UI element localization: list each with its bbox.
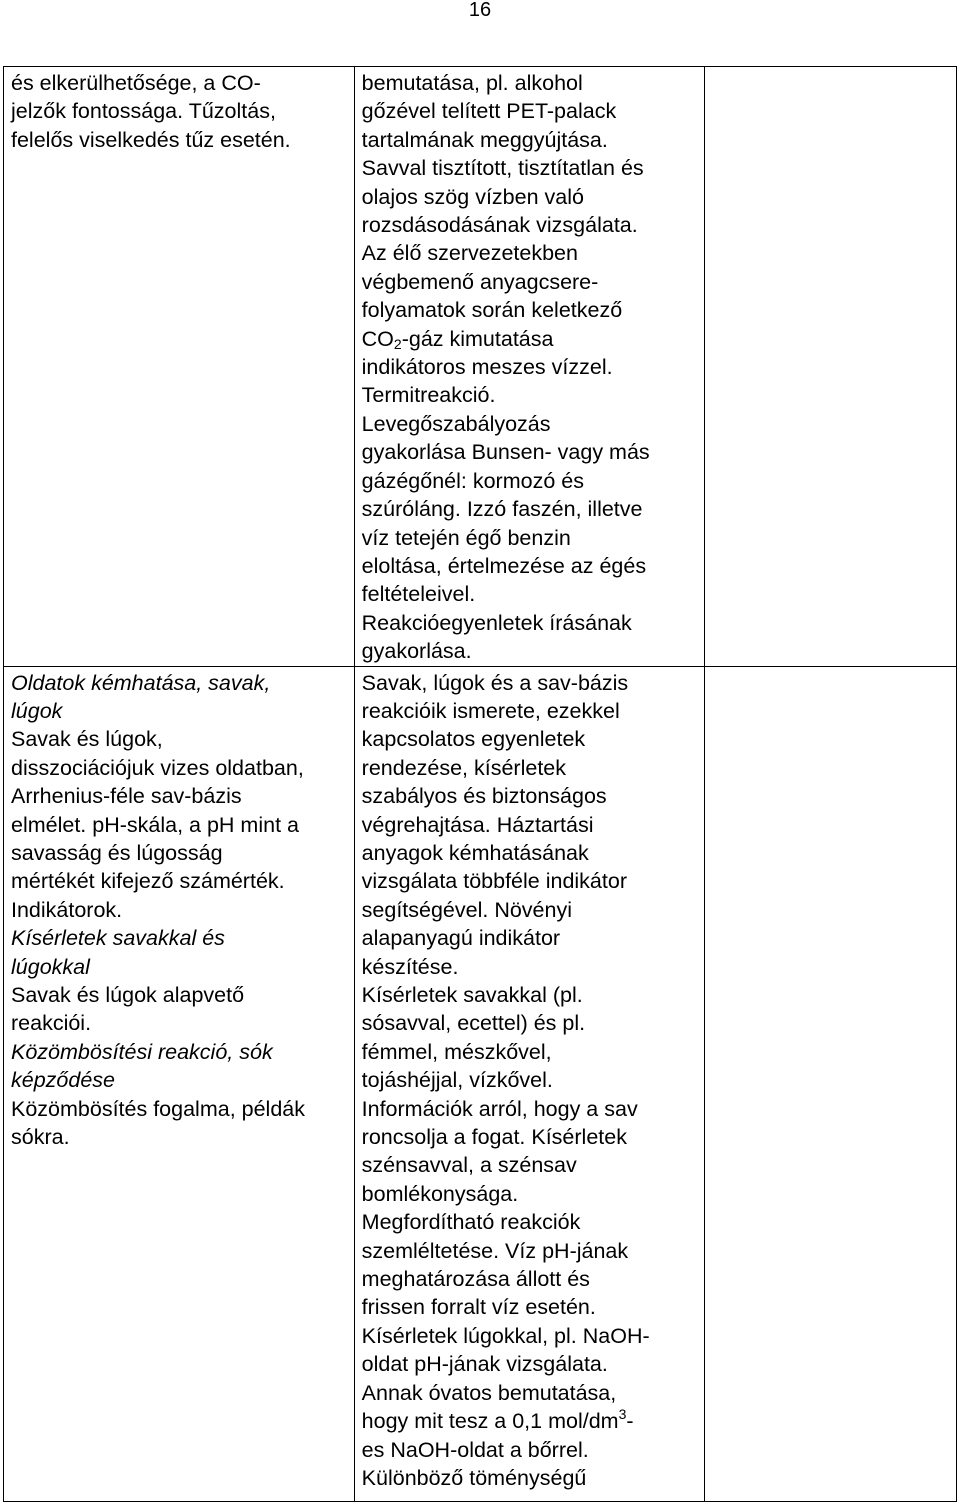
topic-text	[11, 69, 348, 154]
text-line: szúróláng. Izzó faszén, illetve	[361, 497, 643, 522]
activity-text	[362, 669, 699, 1408]
table-row	[4, 67, 957, 667]
text-line: Az élő szervezetekben	[361, 241, 578, 266]
table-row	[4, 666, 957, 1501]
activity-cell	[354, 67, 705, 667]
text-line: sósavval, ecettel) és pl.	[361, 1011, 586, 1036]
text-line: szénsavval, a szénsav	[361, 1153, 577, 1178]
text-line: Annak óvatos bemutatása,	[361, 1380, 617, 1405]
text-line: meghatározása állott és	[361, 1267, 590, 1292]
text-line: Kísérletek savakkal és	[11, 926, 225, 951]
text-line: felelős viselkedés tűz esetén.	[11, 127, 291, 152]
concentration-line: hogy mit tesz a 0,1 mol/$dm^3-$	[361, 1406, 634, 1434]
text-line: kapcsolatos egyenletek	[361, 727, 586, 752]
activity-text-continued	[362, 353, 699, 665]
text-line: gyakorlása.	[361, 639, 472, 664]
text-line: jelzők fontossága. Tűzoltás,	[11, 99, 276, 124]
empty-cell	[705, 666, 957, 1501]
text-line: tojáshéjjal, vízkővel.	[361, 1068, 553, 1093]
text-line: víz tetején égő benzin	[361, 525, 571, 550]
text-line: bomlékonysága.	[361, 1181, 519, 1206]
text-line: alapanyagú indikátor	[361, 926, 561, 951]
text-line: és elkerülhetősége, a CO-	[11, 71, 261, 95]
co2-line: $CO_2$-gáz kimutatása	[361, 326, 554, 352]
text-line: gyakorlása Bunsen- vagy más	[361, 440, 650, 465]
text-line: Információk arról, hogy a sav	[361, 1096, 638, 1121]
text-line: indikátoros meszes vízzel.	[361, 355, 613, 380]
activity-cell	[354, 666, 705, 1501]
section-heading	[11, 669, 348, 726]
text-line: szemléltetése. Víz pH-jának	[361, 1238, 629, 1263]
text-line: lúgokkal	[11, 954, 90, 979]
text-line: képződése	[11, 1068, 115, 1093]
text-line: bemutatása, pl. alkohol	[361, 71, 583, 95]
topic-cell	[4, 666, 355, 1501]
text-line: frissen forralt víz esetén.	[361, 1295, 596, 1320]
text-line: elmélet. pH-skála, a pH mint a	[11, 812, 299, 837]
text-line: sókra.	[11, 1125, 70, 1150]
text-line: anyagok kémhatásának	[361, 840, 589, 865]
text-line: Reakcióegyenletek írásának	[361, 610, 632, 635]
page-number: 16	[468, 0, 492, 21]
text-line: Kísérletek lúgokkal, pl. NaOH-	[361, 1323, 650, 1348]
section-heading	[11, 1038, 348, 1095]
text-line: Arrhenius-féle sav-bázis	[11, 784, 242, 809]
text-line: Termitreakció.	[361, 383, 496, 408]
section-text	[11, 1095, 348, 1152]
text-line: gázégőnél: kormozó és	[361, 468, 584, 493]
text-line: Különböző töménységű	[361, 1465, 587, 1490]
activity-text	[362, 69, 699, 325]
text-line: Savval tisztított, tisztítatlan és	[361, 156, 644, 181]
text-line: készítése.	[361, 954, 459, 979]
text-line: Közömbösítési reakció, sók	[11, 1039, 273, 1064]
text-line: Közömbösítés fogalma, példák	[11, 1096, 305, 1121]
text-line: Savak, lúgok és a sav-bázis	[361, 670, 629, 695]
text-line: savasság és lúgosság	[11, 840, 223, 865]
text-line: vizsgálata többféle indikátor	[361, 869, 627, 894]
text-line: segítségével. Növényi	[361, 897, 572, 922]
text-line: rendezése, kísérletek	[361, 755, 567, 780]
text-line: es NaOH-oldat a bőrrel.	[361, 1437, 589, 1462]
curriculum-table	[3, 66, 957, 1502]
empty-cell	[705, 67, 957, 667]
text-line: reakciói.	[11, 1011, 92, 1036]
text-line: Megfordítható reakciók	[361, 1210, 581, 1235]
text-line: olajos szög vízben való	[361, 184, 584, 209]
activity-text-continued	[362, 1436, 699, 1493]
text-line: reakcióik ismerete, ezekkel	[361, 698, 620, 723]
text-line: oldat pH-jának vizsgálata.	[361, 1352, 608, 1377]
text-line: Oldatok kémhatása, savak,	[11, 670, 271, 695]
section-text	[11, 725, 348, 924]
text-line: roncsolja a fogat. Kísérletek	[361, 1125, 627, 1150]
text-line: Savak és lúgok,	[11, 727, 163, 752]
text-line: eloltása, értelmezése az égés	[361, 553, 647, 578]
text-line: gőzével telített PET-palack	[361, 99, 617, 124]
text-line: disszociációjuk vizes oldatban,	[11, 755, 304, 780]
text-line: fémmel, mészkővel,	[361, 1039, 552, 1064]
text-line: szabályos és biztonságos	[361, 784, 607, 809]
text-line: Savak és lúgok alapvető	[11, 983, 245, 1007]
section-text	[11, 981, 348, 1038]
text-line: folyamatok során keletkező	[361, 298, 623, 323]
section-heading	[11, 924, 348, 981]
text-line: Levegőszabályozás	[361, 411, 551, 436]
text-line: feltételeivel.	[361, 582, 476, 607]
text-line: Kísérletek savakkal (pl.	[361, 983, 583, 1007]
text-line: rozsdásodásának vizsgálata.	[361, 213, 638, 238]
text-line: Indikátorok.	[11, 897, 123, 922]
text-line: végrehajtása. Háztartási	[361, 812, 594, 837]
text-line: lúgok	[11, 698, 63, 723]
text-line: mértékét kifejező számérték.	[11, 869, 285, 894]
text-line: végbemenő anyagcsere-	[361, 269, 599, 294]
topic-cell	[4, 67, 355, 667]
text-line: tartalmának meggyújtása.	[361, 127, 608, 152]
